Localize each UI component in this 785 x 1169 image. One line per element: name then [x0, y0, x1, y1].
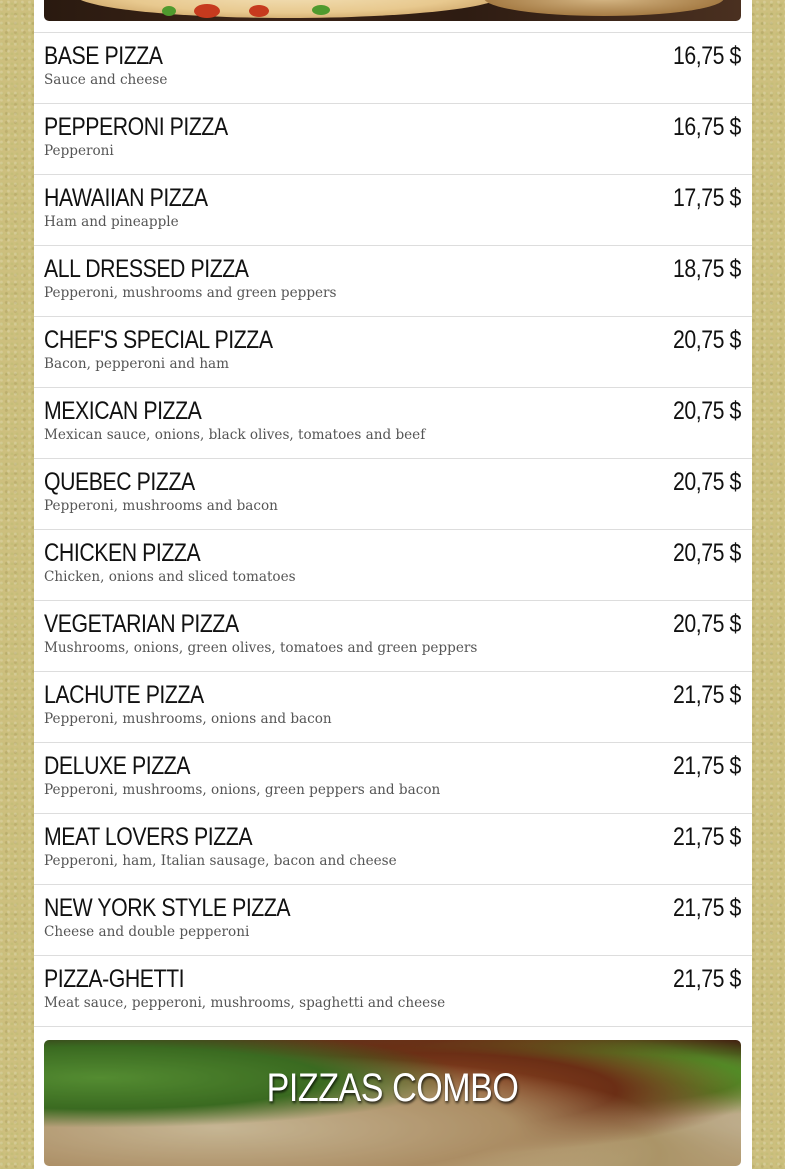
item-price: 20,75 $: [673, 610, 741, 638]
item-description: Cheese and double pepperoni: [44, 924, 250, 940]
item-description: Bacon, pepperoni and ham: [44, 356, 230, 372]
item-price: 20,75 $: [673, 468, 741, 496]
pizza-banner-image: [44, 0, 741, 21]
item-name: CHICKEN PIZZA: [44, 539, 201, 567]
item-price: 16,75 $: [673, 113, 741, 141]
item-description: Meat sauce, pepperoni, mushrooms, spaghetti and cheese: [44, 995, 446, 1011]
menu-item[interactable]: [34, 601, 752, 672]
item-name: CHEF'S SPECIAL PIZZA: [44, 326, 273, 354]
item-price: 18,75 $: [673, 255, 741, 283]
item-description: Pepperoni, mushrooms and bacon: [44, 498, 278, 514]
banner-topping: [312, 5, 330, 15]
item-price: 21,75 $: [673, 752, 741, 780]
item-description: Chicken, onions and sliced tomatoes: [44, 569, 296, 585]
combo-section-title: PIZZAS COMBO: [266, 1066, 519, 1110]
banner-topping: [194, 4, 220, 18]
banner-cheese-shape: [74, 0, 504, 18]
item-price: 21,75 $: [673, 894, 741, 922]
item-price: 21,75 $: [673, 823, 741, 851]
menu-panel: [34, 0, 752, 1169]
item-description: Mushrooms, onions, green olives, tomatoes and green peppers: [44, 640, 478, 656]
menu-item[interactable]: [34, 33, 752, 104]
item-description: Pepperoni: [44, 143, 114, 159]
menu-item[interactable]: [34, 743, 752, 814]
banner-topping: [249, 5, 269, 17]
item-name: HAWAIIAN PIZZA: [44, 184, 208, 212]
item-description: Pepperoni, ham, Italian sausage, bacon and cheese: [44, 853, 397, 869]
menu-item[interactable]: [34, 317, 752, 388]
menu-item[interactable]: [34, 104, 752, 175]
item-name: PEPPERONI PIZZA: [44, 113, 228, 141]
menu-item[interactable]: [34, 956, 752, 1027]
item-name: BASE PIZZA: [44, 42, 163, 70]
item-name: VEGETARIAN PIZZA: [44, 610, 239, 638]
banner-topping: [162, 6, 176, 16]
item-name: ALL DRESSED PIZZA: [44, 255, 249, 283]
menu-item[interactable]: [34, 246, 752, 317]
menu-item[interactable]: [34, 530, 752, 601]
item-price: 20,75 $: [673, 539, 741, 567]
item-name: PIZZA-GHETTI: [44, 965, 185, 993]
item-name: DELUXE PIZZA: [44, 752, 191, 780]
item-price: 20,75 $: [673, 397, 741, 425]
menu-item[interactable]: [34, 459, 752, 530]
item-name: MEAT LOVERS PIZZA: [44, 823, 253, 851]
item-name: QUEBEC PIZZA: [44, 468, 195, 496]
item-price: 16,75 $: [673, 42, 741, 70]
item-description: Mexican sauce, onions, black olives, tomatoes and beef: [44, 427, 426, 443]
menu-item[interactable]: [34, 175, 752, 246]
item-description: Pepperoni, mushrooms and green peppers: [44, 285, 337, 301]
pizzas-combo-banner[interactable]: [44, 1040, 741, 1166]
item-description: Sauce and cheese: [44, 72, 168, 88]
item-description: Pepperoni, mushrooms, onions, green peppers and bacon: [44, 782, 441, 798]
item-name: MEXICAN PIZZA: [44, 397, 202, 425]
item-price: 20,75 $: [673, 326, 741, 354]
item-price: 21,75 $: [673, 965, 741, 993]
item-description: Ham and pineapple: [44, 214, 179, 230]
menu-item[interactable]: [34, 885, 752, 956]
item-price: 17,75 $: [673, 184, 741, 212]
menu-item[interactable]: [34, 388, 752, 459]
menu-item[interactable]: [34, 814, 752, 885]
pizza-menu-list: [34, 32, 752, 1027]
item-name: NEW YORK STYLE PIZZA: [44, 894, 291, 922]
menu-item[interactable]: [34, 672, 752, 743]
banner-crust-shape: [484, 0, 724, 16]
item-name: LACHUTE PIZZA: [44, 681, 204, 709]
item-price: 21,75 $: [673, 681, 741, 709]
item-description: Pepperoni, mushrooms, onions and bacon: [44, 711, 332, 727]
